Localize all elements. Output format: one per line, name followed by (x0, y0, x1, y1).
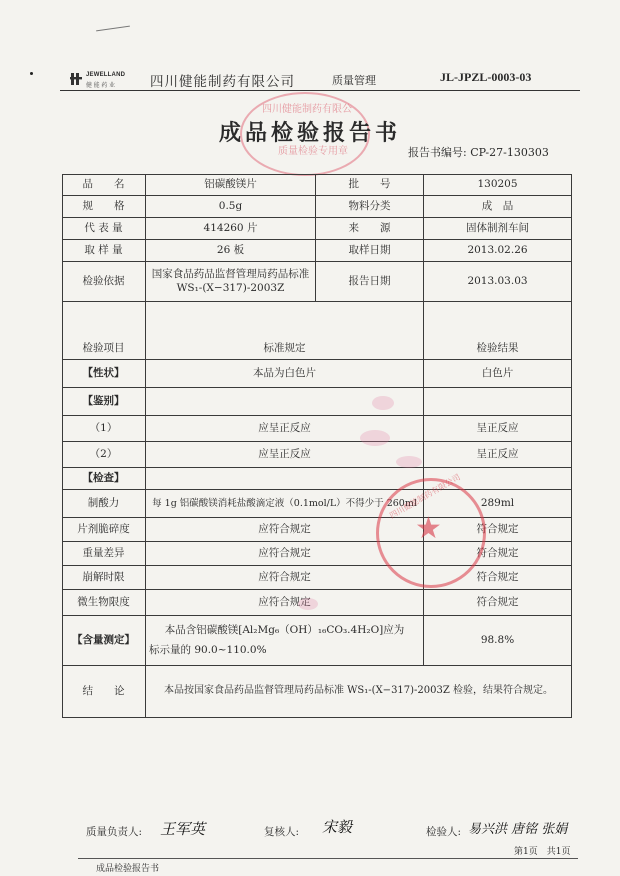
company-logo (70, 72, 132, 88)
ink-blot (396, 456, 422, 468)
label-product-name: 品 名 (62, 174, 146, 196)
value-batch: 130205 (424, 174, 572, 196)
ink-blot (372, 396, 394, 410)
seal-text: 四川健能制药有限公司 (388, 472, 462, 521)
item-weight-variation: 重量差异 (62, 542, 146, 566)
qa-manager-label: 质量负责人: (86, 826, 143, 838)
report-number-value: CP-27-130303 (470, 146, 549, 159)
std-microbial-limit: 应符合规定 (146, 590, 424, 616)
report-number-label: 报告书编号: (408, 146, 467, 159)
footer-rule (78, 858, 578, 859)
logo-icon (70, 72, 84, 86)
label-batch: 批 号 (316, 174, 424, 196)
label-report-date: 报告日期 (316, 262, 424, 302)
std-appearance: 本品为白色片 (146, 360, 424, 388)
value-report-date: 2013.03.03 (424, 262, 572, 302)
result-assay: 98.8% (424, 616, 572, 666)
seal-star-icon: ★ (415, 511, 442, 546)
reviewer-label: 复核人: (264, 826, 300, 838)
value-sample-qty: 26 板 (146, 240, 316, 262)
result-friability: 符合规定 (424, 518, 572, 542)
label-spec: 规 格 (62, 196, 146, 218)
label-basis: 检验依据 (62, 262, 146, 302)
company-name: 四川健能制药有限公司 (150, 74, 295, 90)
value-basis (146, 262, 316, 302)
result-ident-1: 呈正反应 (424, 416, 572, 442)
header-rule (60, 90, 580, 91)
value-category: 成 品 (424, 196, 572, 218)
std-ident-1: 应呈正反应 (146, 416, 424, 442)
document-code: JL-JPZL-0003-03 (440, 70, 532, 84)
item-ident-2: （2） (62, 442, 146, 468)
company-seal (376, 472, 486, 588)
col-header-standard: 标准规定 (146, 302, 424, 360)
page-number: 第1页 共1页 (514, 847, 571, 857)
label-sample-date: 取样日期 (316, 240, 424, 262)
value-spec: 0.5g (146, 196, 316, 218)
item-ident-1: （1） (62, 416, 146, 442)
std-disintegration: 应符合规定 (146, 566, 424, 590)
col-header-result: 检验结果 (424, 302, 572, 360)
std-acid-capacity: 每 1g 铝碳酸镁消耗盐酸滴定液（0.1mol/L）不得少于 260ml (146, 490, 424, 518)
assay-std-line-2: 标示量的 90.0~110.0% (149, 643, 267, 656)
label-quantity: 代 表 量 (62, 218, 146, 240)
label-category: 物料分类 (316, 196, 424, 218)
footer-doc-label: 成品检验报告书 (96, 864, 160, 874)
logo-subtext: 健 能 药 业 (86, 83, 116, 89)
assay-std-line-1: 本品含铝碳酸镁[Al₂Mg₆（OH）₁₆CO₃.4H₂O]应为 (164, 624, 405, 637)
basis-line-2: WS₁-(X−317)-2003Z (176, 281, 285, 294)
value-product-name: 铝碳酸镁片 (146, 174, 316, 196)
result-ident-2: 呈正反应 (424, 442, 572, 468)
value-conclusion: 本品按国家食品药品监督管理局药品标准 WS₁-(X−317)-2003Z 检验，结果符合规定。 (146, 666, 572, 718)
label-source: 来 源 (316, 218, 424, 240)
result-microbial-limit: 符合规定 (424, 590, 572, 616)
ink-blot (360, 430, 390, 446)
inspector-label: 检验人: (426, 826, 462, 838)
value-source: 固体制剂车间 (424, 218, 572, 240)
inspector-signature: 易兴洪 唐铭 张娟 (468, 822, 568, 837)
value-quantity: 414260 片 (146, 218, 316, 240)
basis-line-1: 国家食品药品监督管理局药品标准 (151, 268, 310, 281)
item-disintegration: 崩解时限 (62, 566, 146, 590)
std-assay (146, 616, 424, 666)
result-identification (424, 388, 572, 416)
item-assay: 【含量测定】 (62, 616, 146, 666)
inspection-table (62, 174, 572, 718)
result-weight-variation: 符合规定 (424, 542, 572, 566)
reviewer-signature: 宋毅 (322, 818, 353, 836)
item-acid-capacity: 制酸力 (62, 490, 146, 518)
std-ident-2: 应呈正反应 (146, 442, 424, 468)
std-friability: 应符合规定 (146, 518, 424, 542)
item-microbial-limit: 微生物限度 (62, 590, 146, 616)
ink-blot (298, 598, 318, 610)
item-inspection: 【检查】 (62, 468, 146, 490)
seal-top-text-1: 四川健能制药有限公 (262, 104, 352, 115)
item-appearance: 【性状】 (62, 360, 146, 388)
std-inspection (146, 468, 424, 490)
qa-manager-signature: 王军英 (160, 820, 206, 838)
item-friability: 片剂脆碎度 (62, 518, 146, 542)
label-conclusion: 结 论 (62, 666, 146, 718)
logo-brand: JEWELLAND (86, 72, 126, 78)
report-number (408, 144, 549, 160)
result-appearance: 白色片 (424, 360, 572, 388)
label-sample-qty: 取 样 量 (62, 240, 146, 262)
seal-top-text-2: 质量检验专用章 (278, 146, 348, 157)
department: 质量管理 (332, 74, 376, 87)
pen-mark (96, 26, 130, 32)
scan-dot (30, 72, 33, 75)
std-weight-variation: 应符合规定 (146, 542, 424, 566)
result-disintegration: 符合规定 (424, 566, 572, 590)
result-acid-capacity: 289ml (424, 490, 572, 518)
page-title: 成品检验报告书 (218, 120, 401, 146)
col-header-item: 检验项目 (62, 302, 146, 360)
item-identification: 【鉴别】 (62, 388, 146, 416)
value-sample-date: 2013.02.26 (424, 240, 572, 262)
